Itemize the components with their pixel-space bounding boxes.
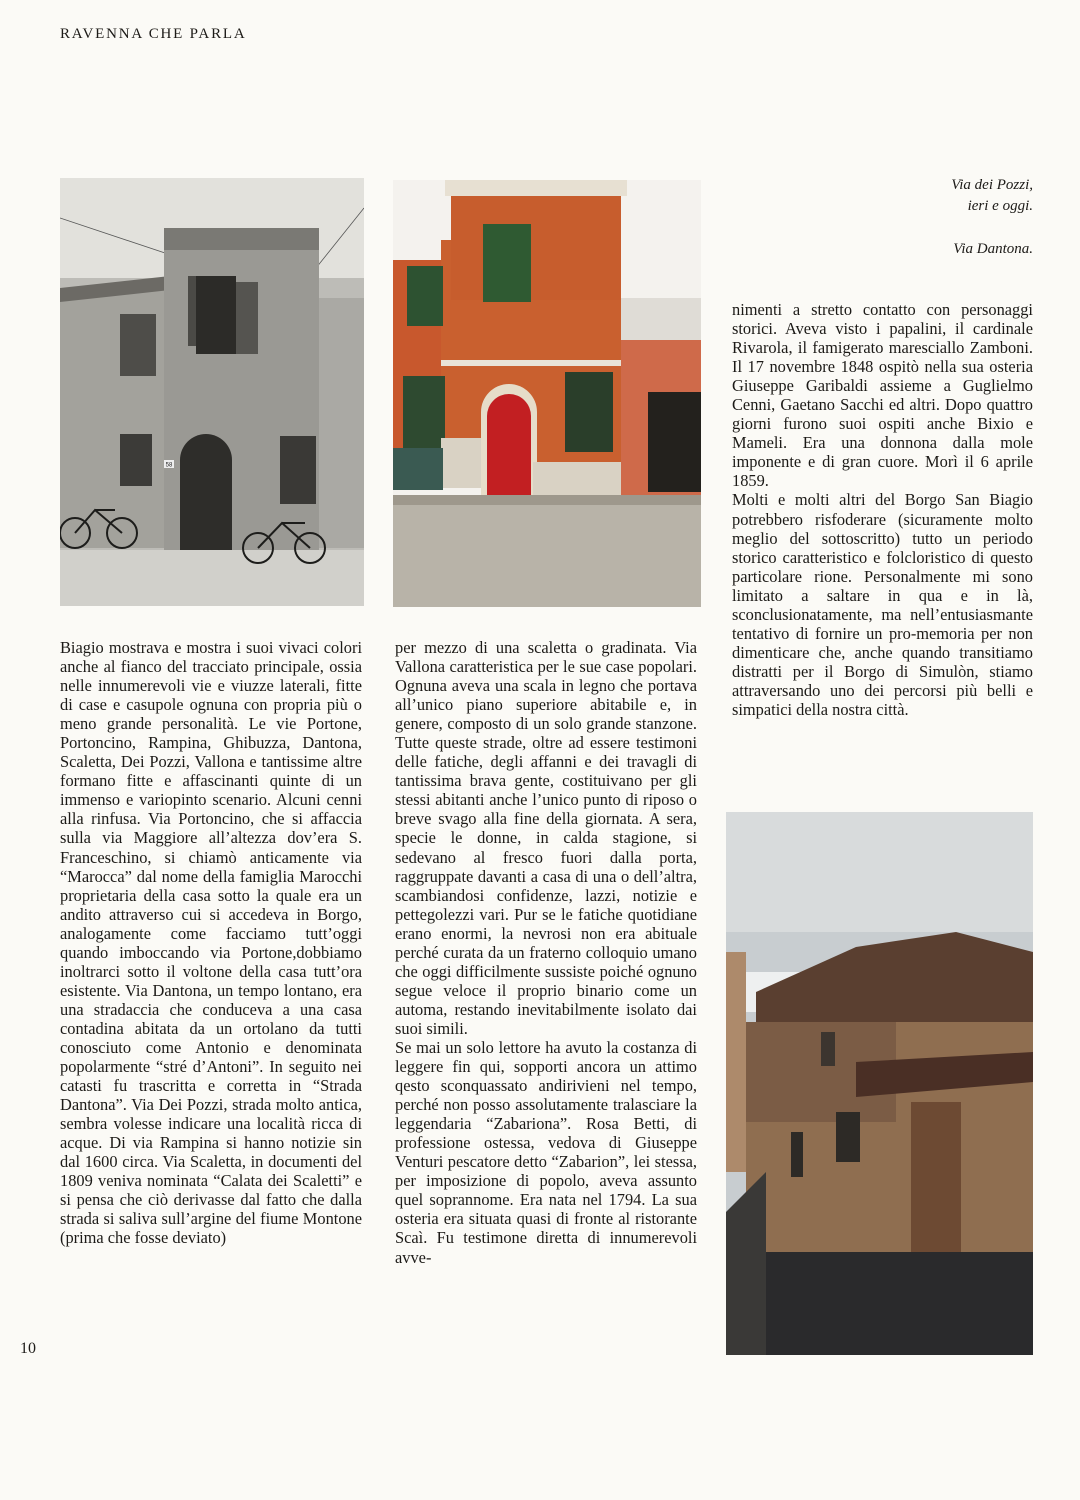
running-header: RAVENNA CHE PARLA [60, 26, 247, 42]
photo-via-dei-pozzi-old [60, 178, 364, 606]
paragraph: Molti e molti altri del Borgo San Biagio potrebbero risfoderare (sicuramente molto meglio del sottoscritto) tutto un periodo storico caratteristico e folcloristico di questo particolare rione. Personalmente mi sono limitato a saltare in qua e in là, sconclusionatamente, ma nell’entusiasmante tentativo di fornire un pro-memoria per non dimenticare che, anche quando transitiamo distratti per il Borgo di Simulòn, stiamo attraversando uno dei percorsi più belli e simpatici della nostra città. [732, 490, 1033, 719]
text-column-3 [732, 300, 1033, 719]
house-number-plate: 58 [165, 462, 173, 469]
caption-via-dantona: Via Dantona. [953, 241, 1033, 257]
photo-captions [951, 175, 1033, 260]
text-column-1 [60, 638, 362, 1248]
photo-via-dei-pozzi-new [393, 180, 701, 607]
photo-via-dantona [726, 812, 1033, 1355]
paragraph: nimenti a stretto contatto con personaggi storici. Aveva visto i papalini, il cardinale Rivarola, il famigerato maresciallo Zamboni. Il 17 novembre 1848 ospitò nella sua osteria Giuseppe Garibaldi assieme a Guglielmo Cenni, Gaetano Sacchi ed altri. Dopo quattro giorni furono suoi ospiti anche Bixio e Mameli. Era una donnona dalla mole imponente e di gran cuore. Morì il 6 aprile 1859. [732, 300, 1033, 491]
paragraph: per mezzo di una scaletta o gradinata. Via Vallona caratteristica per le sue case popolari. Ognuna aveva una scala in legno che portava all’unico piano superiore abitabile e, in genere, composto di un solo grande stanzone. Tutte queste strade, oltre ad essere testimoni delle fatiche, degli affanni e dei travagli di tantissima brava gente, costituivano per gli stessi abitanti anche l’unico punto di riposo o breve svago alla fine della giornata. A sera, specie le donne, in calda stagione, si sedevano al fresco fuori dalla porta, raggruppate davanti a casa di una o dell’altra, scambiandosi confidenze, lazzi, notizie e pettegolezzi vari. Pur se le fatiche quotidiane erano enormi, la nevrosi non era abituale perché curata da un fraterno colloquio umano che oggi difficilmente sussiste poiché ognuno segue veloce il proprio binario come un automa, restando inevitabilmente isolato dai suoi simili. [395, 638, 697, 1038]
paragraph: Se mai un solo lettore ha avuto la costanza di leggere fin qui, sopporti ancora un attimo qesto sconquassato andirivieni nel tempo, perché non posso assolutamente tralasciare la leggendaria “Zabariona”. Rosa Betti, di professione ostessa, vedova di Giuseppe Venturi pescatore detto “Zabarion”, lei stessa, per imposizione di popolo, aveva assunto quel soprannome. Era nata nel 1794. La sua osteria era situata quasi di fronte al ristorante Scaì. Fu testimone diretta di innumerevoli avve- [395, 1037, 697, 1267]
caption-via-dei-pozzi: Via dei Pozzi, ieri e oggi. [951, 177, 1033, 214]
paragraph: Biagio mostrava e mostra i suoi vivaci colori anche al fianco del tracciato principale, ossia nelle innumerevoli vie e viuzze laterali, fitte di case e casupole ognuna con propria più o meno grande personalità. Le vie Portone, Portoncino, Rampina, Ghibuzza, Dantona, Scaletta, Dei Pozzi, Vallona e tantissime altre formano fitte e affascinanti quinte di un immenso e variopinto scenario. Alcuni cenni alla rinfusa. Via Portoncino, che si affaccia sulla via Maggiore all’altezza dov’era S. Franceschino, si chiamò anticamente via “Marocca” dal nome della famiglia Marocchi proprietaria della casa sotto la quale era un andito attraverso cui si accedeva in Borgo, analogamente come facciamo tutt’oggi quando imboccando via Portone,dobbiamo inoltrarci sotto il voltone della casa tutt’ora esistente. Via Dantona, un tempo lontano, era una stradaccia che conduceva a una casa contadina abitata da un ortolano da tutti conosciuto come Antonio e denominata popolarmente “stré d’Antoni”. In seguito nei catasti fu trascritta e corretta in “Strada Dantona”. Via Dei Pozzi, strada molto antica, sembra volesse indicare una località ricca di acque. Di via Rampina si hanno notizie sin dal 1600 circa. Via Scaletta, in documenti del 1809 veniva nominata “Calata dei Scaletti” e si pensa che ciò derivasse dal fatto che dalla strada si saliva sull’argine del fiume Montone (prima che fosse deviato) [60, 638, 362, 1248]
text-column-2 [395, 638, 697, 1267]
page-number: 10 [20, 1340, 36, 1357]
